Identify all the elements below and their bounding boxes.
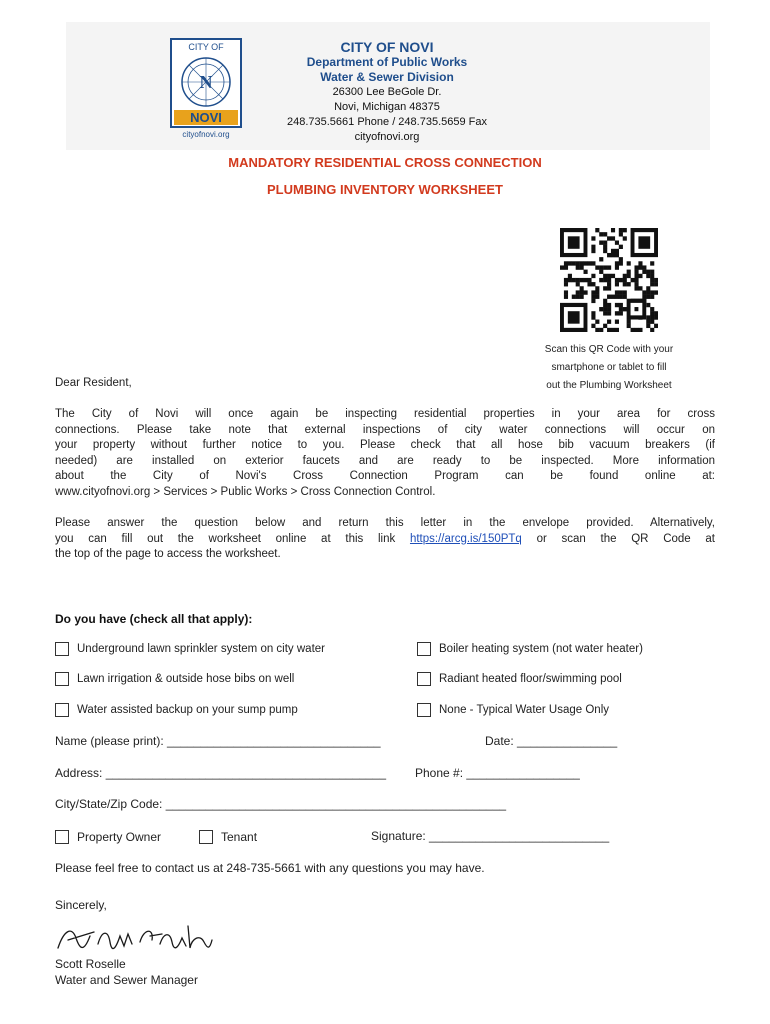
website: cityofnovi.org	[354, 131, 420, 143]
division-name: Water & Sewer Division	[320, 70, 454, 84]
sincerely: Sincerely,	[55, 898, 107, 912]
logo-text-top: CITY OF	[188, 42, 224, 52]
worksheet-link[interactable]: https://arcg.is/150PTq	[409, 532, 522, 545]
phone-field[interactable]: Phone #: _________________	[415, 766, 580, 780]
city-of-novi-logo	[170, 38, 242, 142]
qr-code[interactable]	[560, 228, 658, 332]
paragraph-line: connections. Please take note that external inspections of city water connections will occur on	[55, 423, 715, 436]
checkbox[interactable]	[55, 830, 69, 844]
option-lawn-irrigation-well[interactable]	[55, 671, 294, 687]
tenant-option[interactable]	[199, 829, 257, 845]
paragraph-line: The City of Novi will once again be inspecting residential properties in your area for cross	[55, 408, 715, 420]
phone-fax: 248.735.5661 Phone / 248.735.5659 Fax	[286, 116, 487, 128]
contact-note: Please feel free to contact us at 248-735-5661 with any questions you may have.	[55, 861, 485, 875]
option-label: Property Owner	[77, 830, 162, 844]
paragraph-line: about the City of Novi's Cross Connection Program can be found online at:	[55, 470, 715, 483]
signature-field[interactable]: Signature: ___________________________	[371, 829, 610, 843]
checkbox[interactable]	[55, 642, 69, 656]
option-label: Lawn irrigation & outside hose bibs on well	[77, 673, 295, 685]
option-none[interactable]	[417, 702, 609, 718]
option-label: Underground lawn sprinkler system on city water	[77, 643, 325, 655]
city-name: CITY OF NOVI	[340, 39, 434, 55]
city-state-zip-field[interactable]: City/State/Zip Code: ___________________________________________________	[55, 797, 507, 811]
name-field[interactable]: Name (please print): ________________________________	[55, 734, 381, 748]
checkbox[interactable]	[55, 672, 69, 686]
agency-info	[258, 40, 516, 145]
greeting: Dear Resident,	[55, 377, 132, 389]
street-address: 26300 Lee BeGole Dr.	[332, 86, 442, 98]
checkbox[interactable]	[417, 642, 431, 656]
property-owner-option[interactable]	[55, 829, 161, 845]
checkbox[interactable]	[417, 672, 431, 686]
logo-text-bottom: NOVI	[190, 110, 222, 125]
signer-title: Water and Sewer Manager	[55, 973, 198, 987]
qr-caption-line: Scan this QR Code with your	[544, 344, 674, 355]
document-title-line2: PLUMBING INVENTORY WORKSHEET	[267, 182, 503, 197]
checkbox[interactable]	[417, 703, 431, 717]
qr-caption-line: out the Plumbing Worksheet	[546, 380, 672, 391]
paragraph-line: your property without further notice to you. Please check that all hose bib vacuum breakers (if	[55, 439, 715, 452]
paragraph-line: needed) are installed on exterior faucets and are ready to be inspected. More information	[55, 454, 715, 467]
paragraph-1	[55, 407, 715, 501]
option-label: Radiant heated floor/swimming pool	[439, 673, 622, 685]
option-label: Boiler heating system (not water heater)	[439, 643, 643, 655]
checkbox[interactable]	[199, 830, 213, 844]
logo-url: cityofnovi.org	[182, 130, 230, 139]
question-heading: Do you have (check all that apply):	[55, 612, 253, 626]
paragraph-line: the top of the page to access the worksheet.	[55, 548, 281, 561]
option-boiler-heating[interactable]	[417, 641, 643, 657]
city-state-zip: Novi, Michigan 48375	[334, 101, 440, 113]
address-field[interactable]: Address: __________________________________________	[55, 766, 386, 780]
date-field[interactable]: Date: _______________	[485, 734, 618, 748]
paragraph-line: Please answer the question below and return this letter in the envelope provided. Alternatively,	[55, 517, 715, 529]
option-label: None - Typical Water Usage Only	[439, 704, 610, 716]
qr-caption-line: smartphone or tablet to fill	[551, 362, 667, 373]
department-name: Department of Public Works	[306, 55, 468, 69]
option-sump-pump-backup[interactable]	[55, 702, 298, 718]
signer-name: Scott Roselle	[55, 957, 126, 971]
svg-text:N: N	[199, 72, 213, 92]
paragraph-line: you can fill out the worksheet online at this link https://arcg.is/150PTq or scan the QR Code at	[55, 532, 715, 545]
checkbox[interactable]	[55, 703, 69, 717]
option-lawn-sprinkler[interactable]	[55, 641, 325, 657]
handwritten-signature	[54, 918, 216, 958]
option-label: Tenant	[221, 830, 258, 844]
paragraph-2	[55, 516, 715, 563]
document-title-line1: MANDATORY RESIDENTIAL CROSS CONNECTION	[228, 155, 542, 170]
paragraph-line: www.cityofnovi.org > Services > Public Works > Cross Connection Control.	[55, 485, 436, 498]
option-radiant-heat-pool[interactable]	[417, 671, 622, 687]
option-label: Water assisted backup on your sump pump	[77, 704, 298, 716]
